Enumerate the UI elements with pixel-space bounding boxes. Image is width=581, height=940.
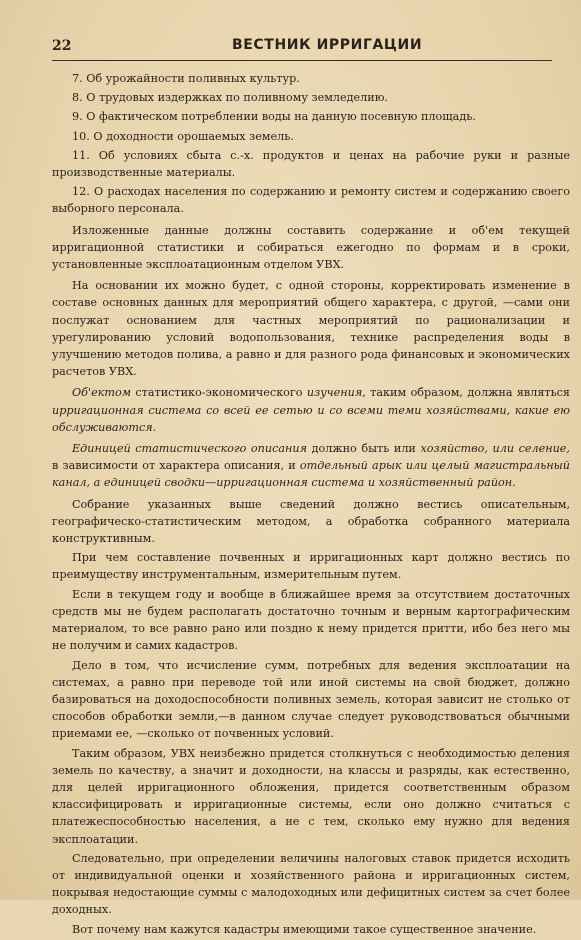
page-header	[52, 36, 552, 61]
italic-term: Об'ектом	[72, 386, 131, 400]
text-span: , таким образом, должна являться	[362, 386, 570, 400]
list-item: 7. Об урожайности поливных культур.	[72, 72, 300, 85]
list-item: 11. Об условиях сбыта с.-х. продуктов и ценах на рабочие руки и разные производственные материалы.	[52, 148, 570, 180]
paragraph-unit	[52, 440, 570, 492]
paragraph: На основании их можно будет, с одной стороны, корректировать изменение в составе основных данных для мероприятий общего характера, с другой, —сами они послужат основанием для частных мероприятий по рационализации и урегулированию условий водопользования, технике распределения воды в улучшению методов полива, а равно и для разного рода финансовых и экономических расчетов УВХ.	[52, 279, 570, 379]
paragraph: При чем составление почвенных и ирригационных карт должно вестись по преимуществу инструментальным, измерительным путем.	[52, 551, 570, 582]
journal-title: ВЕСТНИК ИРРИГАЦИИ	[232, 37, 423, 53]
italic-text: ирригационная система со всей ее сетью и со всеми теми хозяйствами, какие ею обслуживаются.	[52, 403, 570, 434]
paragraph: Таким образом, УВХ неизбежно придется столкнуться с необходимостью деления земель по качеству, а значит и доходности, на классы и разряды, как естественно, для целей ирригационного обложения, придется соответственным образом классифицировать и ирригационные системы, если оно должно считаться с платежеспособностью населения, а не с тем, сколько ему нужно для ведения эксплоатации.	[52, 746, 570, 846]
page-number: 22	[52, 38, 72, 54]
paragraph: Следовательно, при определении величины налоговых ставок придется исходить от индивидуальной оценки и хозяйственного района и ирригационных систем, покрывая недостающие суммы с малодоходных или дефицитных систем за счет более доходных.	[52, 851, 570, 917]
text-span: в зависимости от характера описания, и	[52, 459, 300, 473]
paragraph: Вот почему нам кажутся кадастры имеющими такое существенное значение.	[72, 922, 537, 936]
paragraph: Изложенные данные должны составить содержание и об'ем текущей ирригационной статистики и собираться ежегодно по формам и в сроки, установленные эксплоатационным отделом УВХ.	[52, 223, 570, 272]
italic-term: изучения	[306, 386, 363, 400]
text-span: должно быть или	[306, 442, 421, 456]
italic-term: Единицей статистического описания	[72, 442, 307, 456]
article-body	[52, 70, 570, 940]
list-item: 10. О доходности орошаемых земель.	[72, 129, 294, 143]
list-item: 8. О трудовых издержках по поливному земледелию.	[72, 91, 388, 105]
italic-term: хозяйство, или селение,	[420, 442, 570, 456]
paragraph: Собрание указанных выше сведений должно вестись описательным, географическо-статистическим методом, а обработка собранного материала конструктивным.	[52, 497, 570, 546]
italic-text: отдельный арык или целый магистральный канал, а единицей сводки—ирригационная система и хозяйственный район.	[52, 459, 571, 490]
list-item: 12. О расходах населения по содержанию и ремонту систем и содержанию своего выборного персонала.	[52, 185, 570, 216]
paragraph: Если в текущем году и вообще в ближайшее время за отсутствием достаточных средств мы не будем располагать достаточно точным и верным картографическим материалом, то все равно рано или поздно к нему придется притти, ибо без него мы не получим и самих кадастров.	[52, 587, 570, 653]
list-item: 9. О фактическом потреблении воды на данную посевную площадь.	[72, 110, 476, 124]
paragraph: Дело в том, что исчисление сумм, потребных для ведения эксплоатации на системах, а равно при переводе той или иной системы на свой бюджет, должно базироваться на доходоспособности поливных земель, которая зависит не столько от способов обработки земли,—в данном случае следует руководствоваться обычными приемами ее, —сколько от почвенных условий.	[52, 658, 570, 741]
text-span: статистико-экономического	[131, 386, 307, 400]
paragraph-object	[52, 384, 570, 436]
